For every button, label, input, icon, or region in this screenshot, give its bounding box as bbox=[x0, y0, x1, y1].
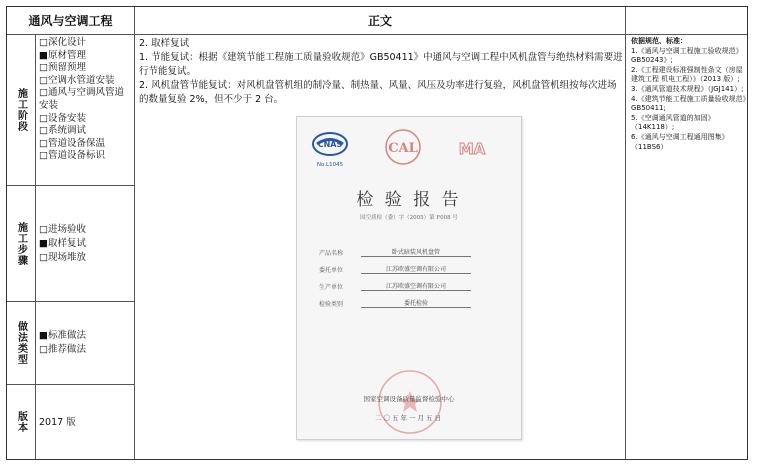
section-label-stage bbox=[7, 35, 35, 185]
cnas-logo-icon bbox=[309, 131, 351, 161]
ma-stamp-icon bbox=[447, 135, 497, 161]
list-item: □进场验收 bbox=[39, 224, 86, 235]
references-title: 依据规范、标准： bbox=[631, 37, 687, 45]
issuer-name: 国家空调设备质量监督检验中心 bbox=[363, 395, 455, 403]
reference-item: 1.《通风与空调工程施工验收规范》GB50243》; bbox=[631, 46, 743, 65]
cnas-code: No.L1045 bbox=[316, 162, 344, 168]
reference-item: 2.《工程建设标准强制性条文（房屋建筑工程 机电工程）》（2013 版）; bbox=[631, 65, 743, 84]
svg-text:CNAS: CNAS bbox=[317, 140, 343, 149]
field-label: 委托单位 bbox=[319, 267, 344, 274]
list-item: □管道设备标识 bbox=[39, 150, 105, 162]
cal-stamp-icon bbox=[383, 127, 423, 167]
list-item: □预留预埋 bbox=[39, 62, 86, 74]
field-value: 江苏欧盛空调有限公司 bbox=[361, 281, 471, 291]
list-item: □深化设计 bbox=[39, 37, 86, 48]
content-paragraph-1: 1. 节能复试：根据《建筑节能工程施工质量验收规范》GB50411》中通风与空调工程中风机盘管与绝热材料需要进行节能复试。 bbox=[139, 52, 623, 77]
report-title: 检 验 报 告 bbox=[356, 190, 462, 210]
section-label-steps-text: 施工步骤 bbox=[15, 221, 27, 266]
field-value: 委托检验 bbox=[361, 298, 471, 308]
field-value: 卧式暗装风机盘管 bbox=[361, 247, 471, 257]
content-heading: 2. 取样复试 bbox=[139, 38, 190, 49]
steps-list bbox=[39, 223, 86, 265]
col-divider-3 bbox=[625, 7, 626, 459]
field-label: 产品名称 bbox=[319, 250, 344, 257]
list-item: □推荐做法 bbox=[39, 344, 86, 355]
header-divider bbox=[7, 34, 747, 35]
svg-text:MA: MA bbox=[458, 140, 486, 158]
reference-item: 6.《通风与空调工程通用图集》（11BS6） bbox=[631, 132, 729, 151]
list-item: ■标准做法 bbox=[39, 330, 86, 341]
section-label-method-text: 做法类型 bbox=[15, 321, 27, 365]
content-paragraph-2: 2. 风机盘管节能复试：对风机盘管机组的制冷量、制热量、风量、风压及功率进行复验，风机盘管机组按每次进场的数量复验 2%，但不少于 2 台。 bbox=[139, 80, 617, 105]
list-item: □系统调试 bbox=[39, 125, 86, 137]
section-label-steps bbox=[7, 186, 35, 301]
list-item: ■取样复试 bbox=[39, 238, 86, 249]
list-item: □通风与空调风管道安装 bbox=[39, 87, 124, 111]
version-list bbox=[39, 417, 76, 430]
field-label: 检验类别 bbox=[319, 301, 344, 308]
reference-item: 3.《通风管道技术规程》（JGJ141）; bbox=[631, 84, 744, 93]
col-divider-2 bbox=[134, 7, 135, 459]
list-item: ■原材管理 bbox=[39, 49, 86, 61]
svg-text:CAL: CAL bbox=[388, 141, 418, 156]
references-panel bbox=[631, 37, 747, 152]
main-content bbox=[139, 37, 623, 107]
field-label: 生产单位 bbox=[319, 284, 344, 291]
section-label-method bbox=[7, 302, 35, 384]
col-divider-1 bbox=[35, 34, 36, 459]
version-text: 2017 版 bbox=[39, 417, 76, 428]
header-left-title: 通风与空调工程 bbox=[28, 14, 113, 28]
section-label-version bbox=[7, 385, 35, 459]
reference-item: 4.《建筑节能工程施工质量验收规范》GB50411; bbox=[631, 94, 747, 113]
list-item: □管道设备保温 bbox=[39, 137, 105, 149]
list-item: □设备安装 bbox=[39, 112, 86, 124]
method-list bbox=[39, 329, 86, 357]
report-number: 国空质检（委）字（2005）第 F008 号 bbox=[360, 215, 458, 221]
section-label-version-text: 版本 bbox=[15, 411, 27, 433]
field-value: 江苏欧盛空调有限公司 bbox=[361, 264, 471, 274]
list-item: □现场堆放 bbox=[39, 252, 86, 263]
header-center-title: 正文 bbox=[367, 14, 392, 28]
inspection-report-image bbox=[296, 116, 522, 440]
list-item: □空调水管道安装 bbox=[39, 74, 115, 86]
issue-date: 二〇五年一月五日 bbox=[375, 414, 443, 422]
reference-item: 5.《空调通风管道的加固》（14K118）; bbox=[631, 113, 715, 132]
stage-list bbox=[39, 37, 131, 163]
section-label-stage-text: 施工阶段 bbox=[15, 88, 27, 132]
